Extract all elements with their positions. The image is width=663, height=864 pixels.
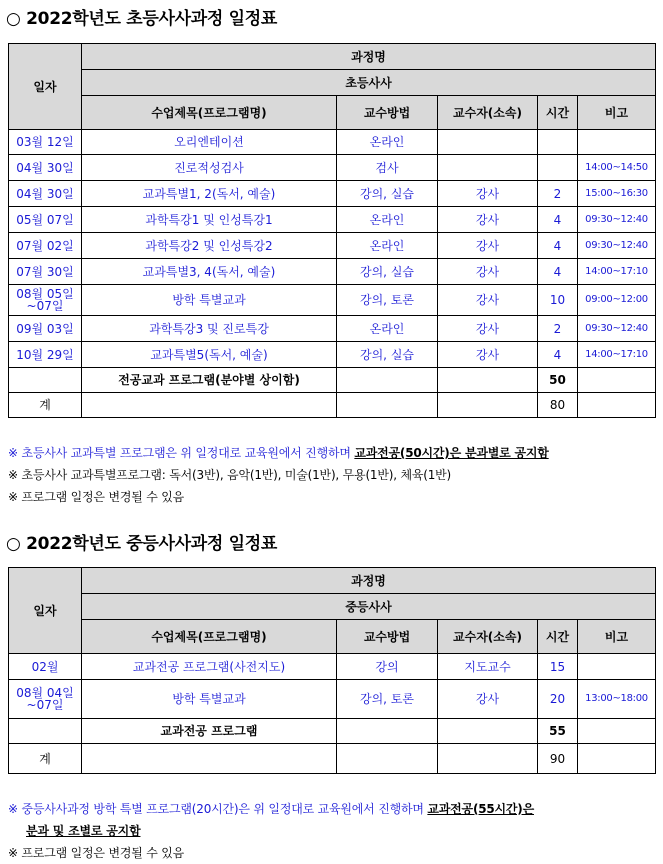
cell-subject: 과학특강2 및 인성특강2 [82,233,337,259]
cell-hours: 4 [538,233,578,259]
cell-hours: 55 [538,719,578,744]
cell-subject [82,744,337,774]
cell-remarks: 09:30~12:40 [578,233,656,259]
cell-instructor: 강사 [438,316,538,342]
cell-hours: 15 [538,654,578,680]
total-hours: 80 [538,393,578,418]
cell-date: 02월 [9,654,82,680]
cell-hours: 4 [538,259,578,285]
cell-remarks [578,654,656,680]
cell-instructor: 강사 [438,285,538,316]
header-hours: 시간 [538,620,578,654]
total-row [9,393,656,418]
cell-remarks [578,393,656,418]
cell-subject: 방학 특별교과 [82,285,337,316]
cell-subject: 방학 특별교과 [82,680,337,719]
cell-hours: 4 [538,342,578,368]
table-row [9,342,656,368]
elementary-note-1: ※ 초등사사 교과특별 프로그램은 위 일정대로 교육원에서 진행하며 교과전공(50시간)은 분과별로 공지함 [8,446,549,460]
cell-hours: 4 [538,207,578,233]
cell-method: 강의, 토론 [337,680,438,719]
header-remarks: 비고 [578,620,656,654]
cell-hours: 50 [538,368,578,393]
header-course-name: 과정명 [82,44,656,70]
cell-instructor [438,130,538,155]
cell-instructor: 강사 [438,207,538,233]
cell-method: 강의, 실습 [337,259,438,285]
cell-hours: 20 [538,680,578,719]
cell-method: 온라인 [337,316,438,342]
header-course: 초등사사 [82,70,656,96]
cell-date: 03월 12일 [9,130,82,155]
cell-subject: 교과전공 프로그램(사전지도) [82,654,337,680]
cell-date: 07월 30일 [9,259,82,285]
cell-subject: 교과전공 프로그램 [82,719,337,744]
cell-subject [82,393,337,418]
major-program-row [9,719,656,744]
cell-date: 05월 07일 [9,207,82,233]
cell-method: 강의, 실습 [337,342,438,368]
cell-date: 08월 05일 ~07일 [9,285,82,316]
table-row [9,680,656,719]
cell-method: 온라인 [337,130,438,155]
cell-date: 04월 30일 [9,181,82,207]
cell-hours: 10 [538,285,578,316]
header-course: 중등사사 [82,594,656,620]
total-label: 계 [9,393,82,418]
major-program-row [9,368,656,393]
cell-instructor: 지도교수 [438,654,538,680]
cell-instructor [438,155,538,181]
table-row [9,316,656,342]
cell-remarks [578,368,656,393]
cell-remarks [578,130,656,155]
table-row [9,155,656,181]
elementary-schedule-table [8,43,656,418]
cell-date [9,719,82,744]
cell-remarks: 14:00~17:10 [578,342,656,368]
table-row [9,259,656,285]
cell-date: 09월 03일 [9,316,82,342]
cell-remarks: 14:00~17:10 [578,259,656,285]
cell-remarks [578,744,656,774]
cell-subject: 진로적성검사 [82,155,337,181]
header-method: 교수방법 [337,96,438,130]
header-subject: 수업제목(프로그램명) [82,96,337,130]
cell-instructor: 강사 [438,259,538,285]
table-row [9,130,656,155]
cell-instructor [438,744,538,774]
elementary-note-2: ※ 초등사사 교과특별프로그램: 독서(3반), 음악(1반), 미술(1반), 무용(1반), 체육(1반) [8,468,452,482]
cell-subject: 교과특별3, 4(독서, 예술) [82,259,337,285]
middle-note-1: ※ 중등사사과정 방학 특별 프로그램(20시간)은 위 일정대로 교육원에서 진행하며 교과전공(55시간)은 [8,802,534,816]
cell-subject: 교과특별1, 2(독서, 예술) [82,181,337,207]
cell-subject: 전공교과 프로그램(분야별 상이함) [82,368,337,393]
cell-instructor: 강사 [438,233,538,259]
total-hours: 90 [538,744,578,774]
middle-note-1-cont: 분과 및 조별로 공지함 [26,824,141,838]
cell-remarks: 13:00~18:00 [578,680,656,719]
cell-remarks: 14:00~14:50 [578,155,656,181]
table-row [9,233,656,259]
cell-hours [538,130,578,155]
middle-schedule-table [8,567,656,774]
cell-method: 강의 [337,654,438,680]
table-row [9,207,656,233]
cell-date: 07월 02일 [9,233,82,259]
header-hours: 시간 [538,96,578,130]
cell-subject: 교과특별5(독서, 예술) [82,342,337,368]
cell-method [337,368,438,393]
cell-remarks: 15:00~16:30 [578,181,656,207]
cell-subject: 오리엔테이션 [82,130,337,155]
table-row [9,181,656,207]
cell-instructor: 강사 [438,181,538,207]
header-remarks: 비고 [578,96,656,130]
header-date: 일자 [9,44,82,130]
header-course-name: 과정명 [82,568,656,594]
cell-date: 08월 04일 ~07일 [9,680,82,719]
cell-remarks: 09:00~12:00 [578,285,656,316]
cell-method: 온라인 [337,207,438,233]
cell-remarks: 09:30~12:40 [578,316,656,342]
cell-subject: 과학특강3 및 진로특강 [82,316,337,342]
elementary-note-3: ※ 프로그램 일정은 변경될 수 있음 [8,490,185,504]
cell-method [337,744,438,774]
total-row [9,744,656,774]
table-row [9,285,656,316]
cell-hours: 2 [538,316,578,342]
cell-date: 10월 29일 [9,342,82,368]
cell-instructor: 강사 [438,680,538,719]
total-label: 계 [9,744,82,774]
header-instructor: 교수자(소속) [438,620,538,654]
elementary-schedule-title: ○ 2022학년도 초등사사과정 일정표 [6,9,277,29]
cell-method [337,393,438,418]
header-date: 일자 [9,568,82,654]
cell-date: 04월 30일 [9,155,82,181]
table-row [9,654,656,680]
header-instructor: 교수자(소속) [438,96,538,130]
cell-instructor [438,719,538,744]
cell-remarks [578,719,656,744]
header-method: 교수방법 [337,620,438,654]
middle-note-2: ※ 프로그램 일정은 변경될 수 있음 [8,846,185,860]
middle-schedule-title: ○ 2022학년도 중등사사과정 일정표 [6,534,277,554]
cell-instructor: 강사 [438,342,538,368]
header-subject: 수업제목(프로그램명) [82,620,337,654]
cell-method: 강의, 실습 [337,181,438,207]
cell-instructor [438,393,538,418]
cell-method: 강의, 토론 [337,285,438,316]
cell-instructor [438,368,538,393]
cell-hours: 2 [538,181,578,207]
cell-method [337,719,438,744]
cell-remarks: 09:30~12:40 [578,207,656,233]
cell-method: 온라인 [337,233,438,259]
cell-hours [538,155,578,181]
cell-subject: 과학특강1 및 인성특강1 [82,207,337,233]
cell-date [9,368,82,393]
cell-method: 검사 [337,155,438,181]
